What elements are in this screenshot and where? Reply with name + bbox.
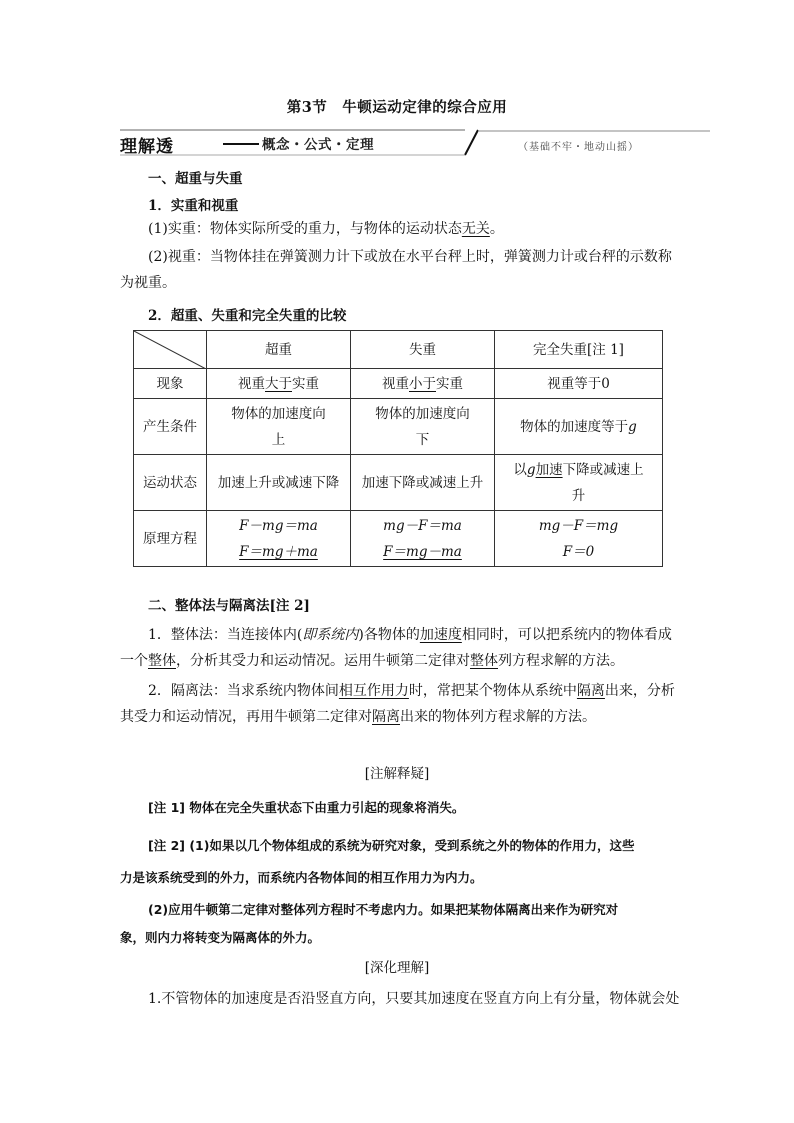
row-label: 现象 [134,369,207,399]
note-2-line2: 力是该系统受到的外力，而系统内各物体间的相互作用力为内力。 [120,870,483,885]
note-2-line1: [注 2] (1)如果以几个物体组成的系统为研究对象，受到系统之外的物体的作用力，这些 [148,838,635,853]
table-cell: 以g加速下降或减速上 升 [495,455,663,511]
paragraph-apparent-weight-1: (2)视重：当物体挂在弹簧测力计下或放在水平台秤上时，弹簧测力计或台秤的示数称 [148,249,672,265]
table-cell: 视重小于实重 [351,369,495,399]
row-label: 原理方程 [134,511,207,567]
paragraph-whole-method: 1．整体法：当连接体内(即系统内)各物体的加速度相同时，可以把系统内的物体看成一个整体，分析其受力和运动情况。运用牛顿第二定律对整体列方程求解的方法。 [120,627,672,669]
table-cell: mg－F＝ma F＝mg－ma [351,511,495,567]
table-cell: 加速上升或减速下降 [207,455,351,511]
table-cell: 视重等于0 [495,369,663,399]
table-row [134,511,663,567]
diagonal-line [134,331,206,369]
note-2-line3: (2)应用牛顿第二定律对整体列方程时不考虑内力。如果把某物体隔离出来作为研究对 [148,902,619,917]
paragraph-real-weight: (1)实重：物体实际所受的重力，与物体的运动状态无关。 [148,221,504,237]
header-weightless: 失重 [351,331,495,369]
table-cell: 视重大于实重 [207,369,351,399]
table-cell: 物体的加速度向 下 [351,399,495,455]
header-overweight: 超重 [207,331,351,369]
item1-heading: 1．实重和视重 [148,198,239,214]
table-cell: mg－F＝mg F＝0 [495,511,663,567]
row-label: 产生条件 [134,399,207,455]
table-cell: 物体的加速度等于g [495,399,663,455]
deep-heading: [深化理解] [364,960,430,976]
item2-heading: 2．超重、失重和完全失重的比较 [148,308,347,324]
header-complete-weightless: 完全失重[注 1] [495,331,663,369]
table-cell: F－mg＝ma F＝mg＋ma [207,511,351,567]
table-row [134,369,663,399]
banner-sub: 概念・公式・定理 [262,137,374,153]
row-label: 运动状态 [134,455,207,511]
paragraph-apparent-weight-2: 为视重。 [120,275,176,291]
section-banner [120,128,710,158]
note-2-line4: 象，则内力将转变为隔离体的外力。 [120,930,321,945]
comparison-table [133,330,663,567]
table-row [134,399,663,455]
table-header-row [134,331,663,369]
section2-heading: 二、整体法与隔离法[注 2] [148,598,310,614]
banner-main: 理解透 [120,137,174,157]
notes-heading: [注解释疑] [364,766,430,782]
page-title: 第3节 牛顿运动定律的综合应用 [286,99,508,116]
table-cell: 加速下降或减速上升 [351,455,495,511]
banner-side: （基础不牢・地动山摇） [518,142,639,153]
paragraph-isolation-method: 2．隔离法：当求系统内物体间相互作用力时，常把某个物体从系统中隔离出来，分析其受力和运动情况，再用牛顿第二定律对隔离出来的物体列方程求解的方法。 [120,683,675,725]
deep-paragraph-1: 1.不管物体的加速度是否沿竖直方向，只要其加速度在竖直方向上有分量，物体就会处 [148,991,680,1007]
note-1: [注 1] 物体在完全失重状态下由重力引起的现象将消失。 [148,800,465,815]
table-row [134,455,663,511]
table-cell: 物体的加速度向 上 [207,399,351,455]
diagonal-cell [134,331,207,369]
section1-heading: 一、超重与失重 [148,171,243,187]
